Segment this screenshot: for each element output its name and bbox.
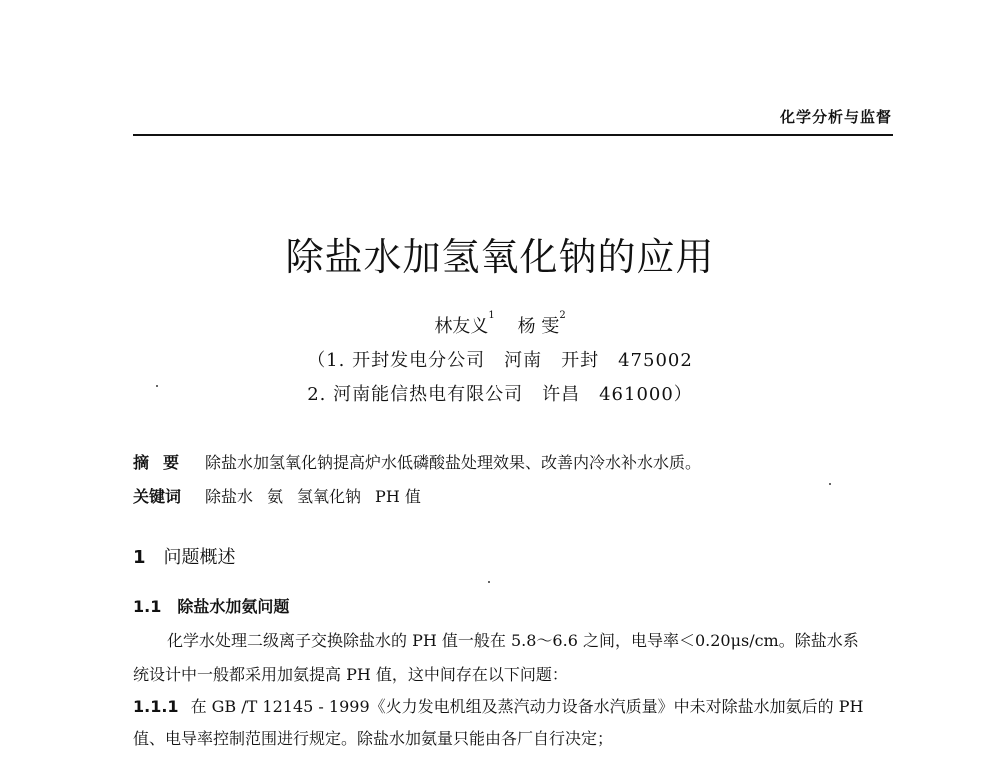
subsection-heading [133, 594, 289, 617]
author-line [0, 312, 1000, 338]
scan-speck [829, 483, 831, 485]
author-affiliation-mark: 2 [559, 310, 566, 321]
numbered-item [133, 694, 895, 717]
affiliation-line-1: （1. 开封发电分公司 河南 开封 475002 [307, 350, 693, 371]
abstract [133, 450, 893, 473]
body-paragraph-line: 化学水处理二级离子交换除盐水的 PH 值一般在 5.8～6.6 之间，电导率＜0.20μs/cm。除盐水系 [167, 631, 859, 650]
item-text: 在 GB /T 12145 - 1999《火力发电机组及蒸汽动力设备水汽质量》中未对除盐水加氨后的 PH [190, 697, 864, 716]
keyword: 除盐水 [205, 487, 254, 506]
author-name: 杨 雯 [517, 316, 560, 337]
body-paragraph-line: 值、电导率控制范围进行规定。除盐水加氨量只能由各厂自行决定； [133, 729, 614, 748]
affiliation-line-2: 2. 河南能信热电有限公司 许昌 461000） [307, 384, 693, 405]
journal-section-label: 化学分析与监督 [779, 108, 892, 126]
body-paragraph-line: 统设计中一般都采用加氨提高 PH 值，这中间存在以下问题： [133, 665, 568, 684]
abstract-label: 摘要 [133, 453, 194, 472]
subsection-title: 除盐水加氨问题 [177, 597, 290, 616]
scan-speck [488, 581, 490, 583]
author-affiliation-mark: 1 [488, 310, 495, 321]
item-number: 1.1.1 [133, 697, 179, 716]
scan-speck [156, 385, 158, 387]
author-name: 林友义 [434, 316, 489, 337]
keyword: PH 值 [375, 487, 421, 506]
section-heading [133, 543, 236, 569]
section-number: 1 [133, 547, 146, 568]
keywords [133, 484, 893, 507]
abstract-text: 除盐水加氢氧化钠提高炉水低磷酸盐处理效果、改善内冷水补水水质。 [205, 453, 702, 472]
header-rule [133, 134, 893, 136]
keyword: 氨 [267, 487, 284, 506]
section-title: 问题概述 [163, 547, 236, 568]
keyword: 氢氧化钠 [297, 487, 362, 506]
paper-title: 除盐水加氢氧化钠的应用 [285, 235, 715, 279]
keywords-label: 关键词 [133, 487, 182, 506]
subsection-number: 1.1 [133, 597, 162, 616]
